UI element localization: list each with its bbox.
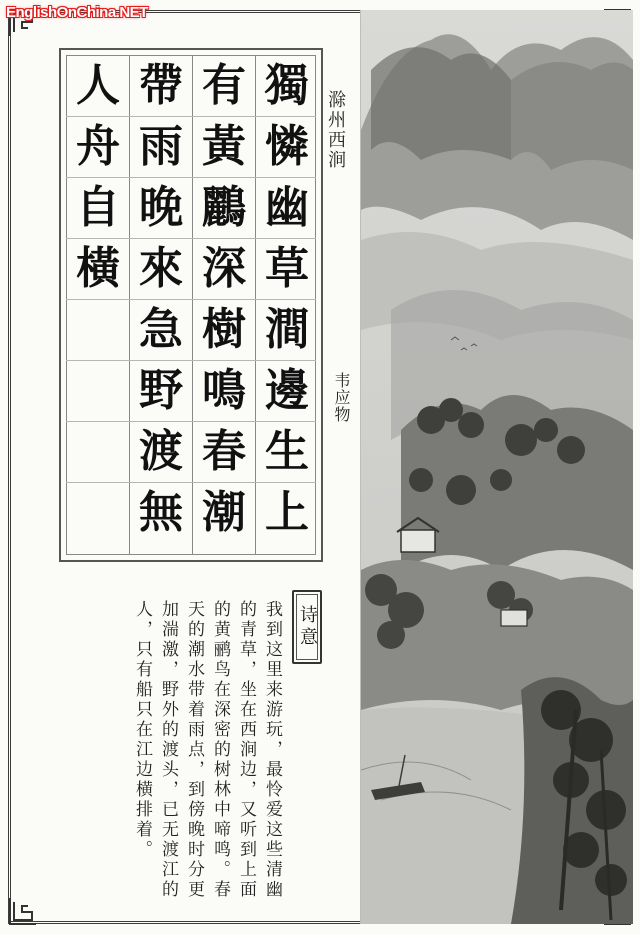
poem-character: 來 [139,242,183,294]
landscape-painting [360,10,633,924]
poem-character: 深 [202,242,246,294]
poem-author: 韦应物 [332,372,351,423]
poem-character: 自 [76,181,120,233]
translation-label: 诗意 [297,605,318,649]
poem-character: 幽 [265,181,309,233]
poem-character: 野 [139,364,183,416]
translation-label-badge [292,590,322,664]
poem-character: 鸝 [202,181,246,233]
poem-character: 黃 [202,120,246,172]
poem-character: 生 [265,425,309,477]
poem-character: 憐 [265,120,309,172]
poem-character: 無 [139,486,183,538]
poem-character: 樹 [202,303,246,355]
poem-title: 滁州西涧 [325,90,346,170]
poem-character: 人 [76,59,120,111]
poem-character: 草 [265,242,309,294]
poem-grid [59,48,323,562]
poem-character: 有 [202,59,246,111]
poem-character: 晚 [139,181,183,233]
translation-text: 我到这里来游玩，最怜爱这些清幽的青草，坐在西涧边，又听到上面的黄鹂鸟在深密的树林中啼鸣。春天的潮水带着雨点，到傍晚时分更加湍激，野外的渡头，已无渡江的人，只有船只在江边横排着。 [132,600,282,900]
poem-character: 上 [265,486,309,538]
poem-character: 急 [139,303,183,355]
poem-character: 邊 [265,364,309,416]
poem-character: 獨 [265,59,309,111]
poem-character: 橫 [76,242,120,294]
poem-column-1 [256,55,318,543]
poem-character: 帶 [139,59,183,111]
poem-column-4 [67,55,129,543]
poem-column-2 [193,55,255,543]
poem-character: 雨 [139,120,183,172]
corner-ornament [8,896,38,926]
poem-character: 澗 [265,303,309,355]
poem-character: 舟 [76,120,120,172]
poem-character: 鳴 [202,364,246,416]
poem-character: 春 [202,425,246,477]
poem-column-3 [130,55,192,543]
poem-character: 潮 [202,486,246,538]
poem-character: 渡 [139,425,183,477]
site-watermark: EnglishOnChina.NET [6,4,148,21]
